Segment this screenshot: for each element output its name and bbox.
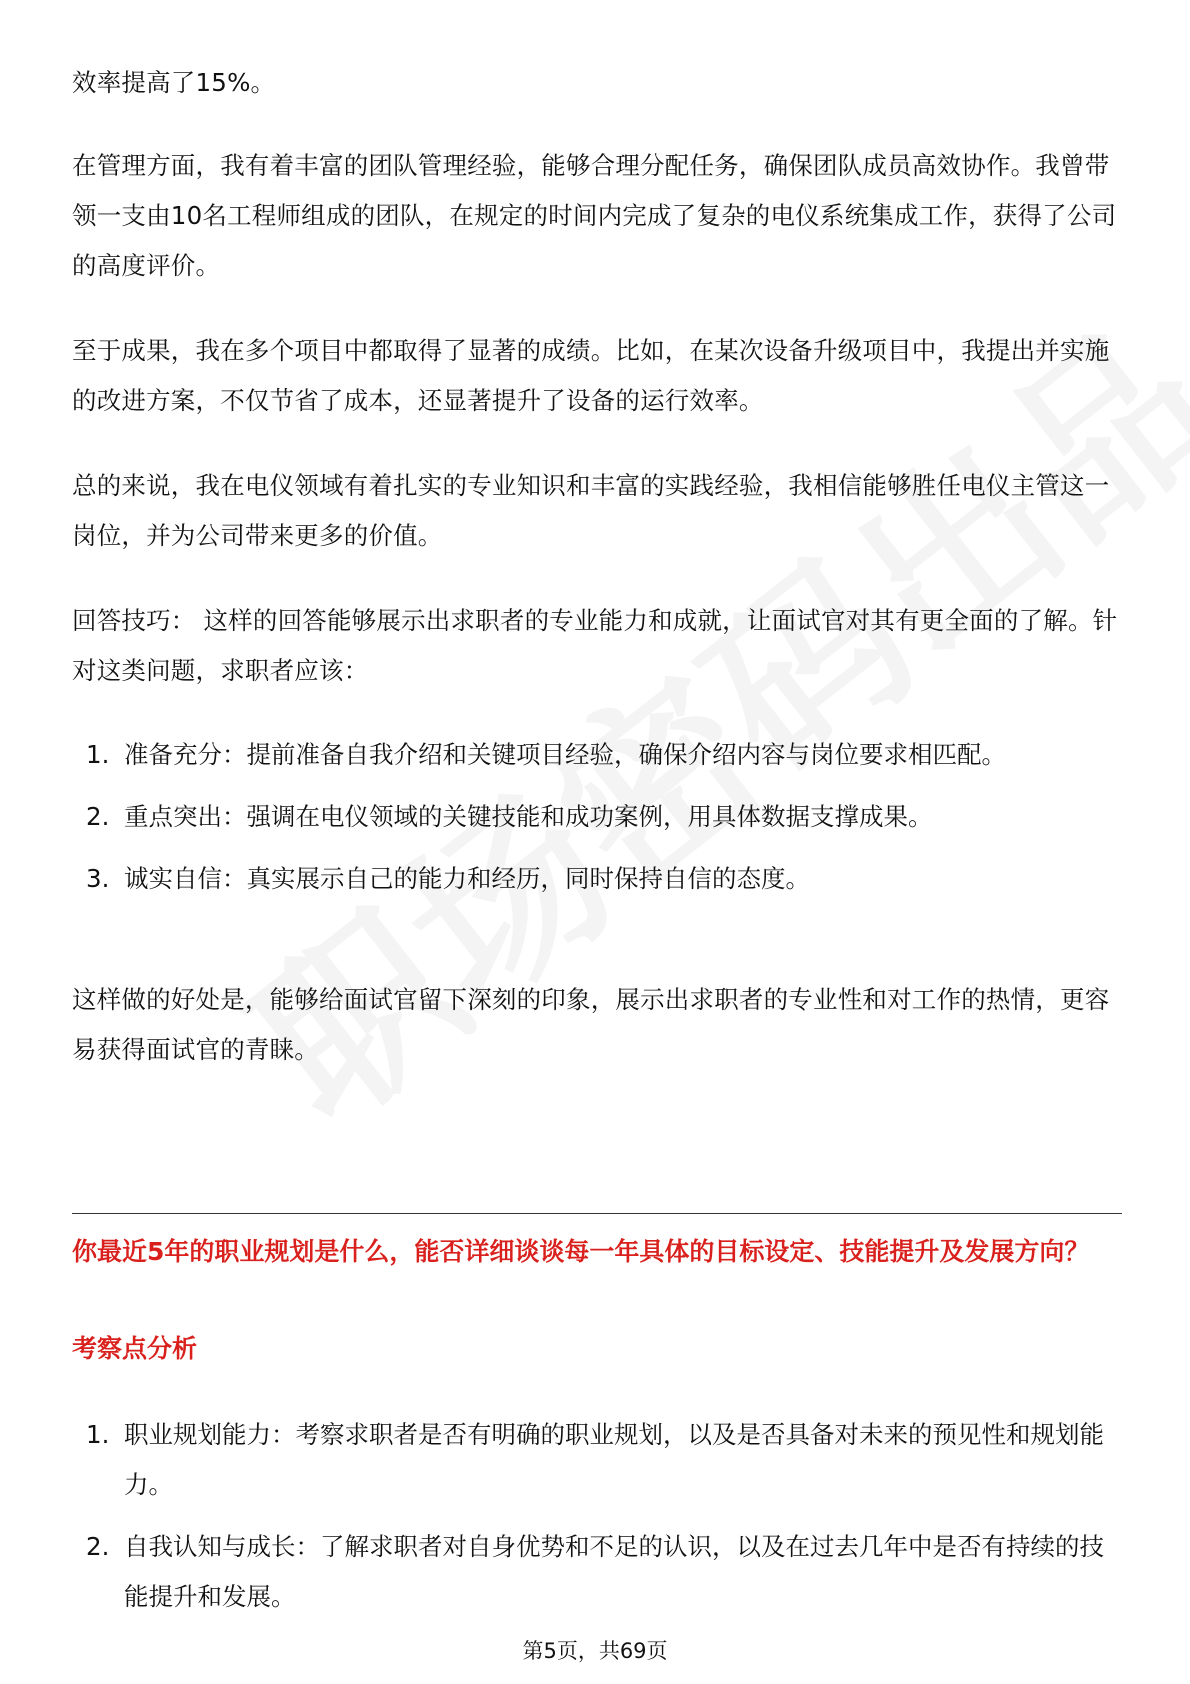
question-heading: 你最近5年的职业规划是什么，能否详细谈谈每一年具体的目标设定、技能提升及发展方向？ xyxy=(72,1237,1090,1266)
document-page xyxy=(72,0,1122,1684)
list-item xyxy=(72,792,1122,842)
list-number: 1. xyxy=(86,1420,110,1449)
list-item-text: 重点突出：强调在电仪领域的关键技能和成功案例，用具体数据支撑成果。 xyxy=(124,802,933,831)
list-item xyxy=(72,730,1122,780)
list-item-text: 准备充分：提前准备自我介绍和关键项目经验，确保介绍内容与岗位要求相匹配。 xyxy=(124,740,1006,769)
paragraph-efficiency: 效率提高了15%。 xyxy=(72,68,276,97)
analysis-list xyxy=(72,1410,1122,1634)
list-item-text: 职业规划能力：考察求职者是否有明确的职业规划，以及是否具备对未来的预见性和规划能力。 xyxy=(124,1420,1104,1499)
list-item-text: 诚实自信：真实展示自己的能力和经历，同时保持自信的态度。 xyxy=(124,864,810,893)
list-number: 2. xyxy=(86,802,110,831)
paragraph-achievements: 至于成果，我在多个项目中都取得了显著的成绩。比如，在某次设备升级项目中，我提出并实施的改进方案，不仅节省了成本，还显著提升了设备的运行效率。 xyxy=(72,336,1110,415)
page-footer: 第5页，共69页 xyxy=(522,1639,668,1663)
analysis-heading: 考察点分析 xyxy=(72,1334,198,1363)
list-number: 1. xyxy=(86,740,110,769)
list-item xyxy=(72,1522,1122,1622)
paragraph-summary: 总的来说，我在电仪领域有着扎实的专业知识和丰富的实践经验，我相信能够胜任电仪主管这一岗位，并为公司带来更多的价值。 xyxy=(72,471,1110,550)
tips-list xyxy=(72,730,1122,916)
paragraph-benefits: 这样做的好处是，能够给面试官留下深刻的印象，展示出求职者的专业性和对工作的热情，更容易获得面试官的青睐。 xyxy=(72,985,1110,1064)
paragraph-answer-tips: 回答技巧： 这样的回答能够展示出求职者的专业能力和成就，让面试官对其有更全面的了解。针对这类问题，求职者应该： xyxy=(72,606,1118,685)
list-item xyxy=(72,1410,1122,1510)
list-item-text: 自我认知与成长：了解求职者对自身优势和不足的认识，以及在过去几年中是否有持续的技能提升和发展。 xyxy=(124,1532,1104,1611)
section-divider xyxy=(72,1213,1122,1214)
list-number: 3. xyxy=(86,864,110,893)
list-number: 2. xyxy=(86,1532,110,1561)
list-item xyxy=(72,854,1122,904)
paragraph-management: 在管理方面，我有着丰富的团队管理经验，能够合理分配任务，确保团队成员高效协作。我曾带领一支由10名工程师组成的团队，在规定的时间内完成了复杂的电仪系统集成工作，获得了公司的高度评价。 xyxy=(72,151,1117,280)
